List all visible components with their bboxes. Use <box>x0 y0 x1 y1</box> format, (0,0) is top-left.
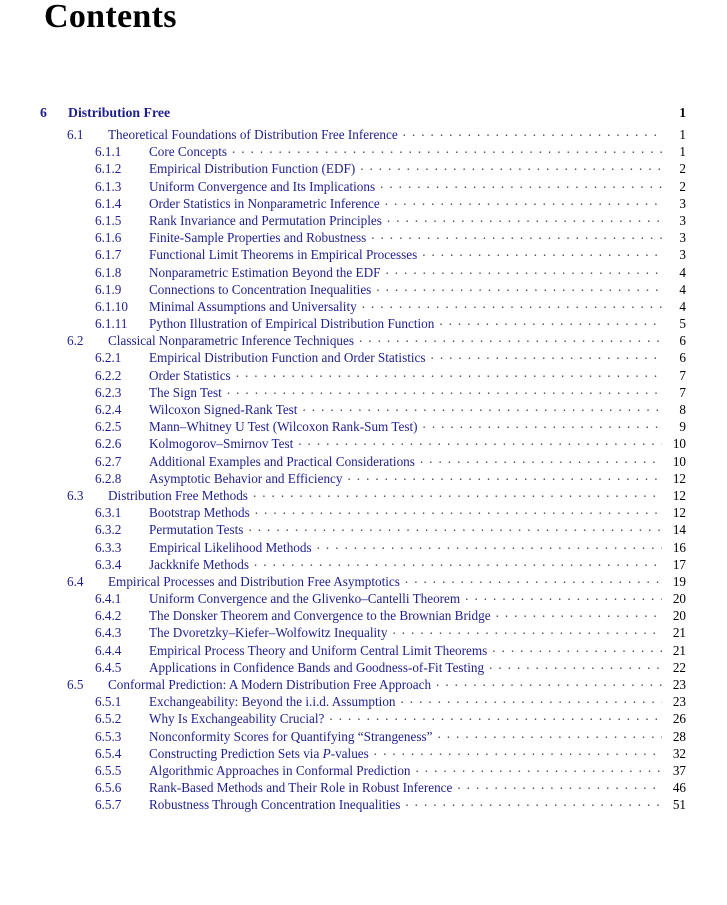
toc-dot-leader <box>374 745 662 758</box>
toc-entry-number: 6.1.9 <box>95 281 122 297</box>
toc-dot-leader <box>422 246 662 259</box>
toc-entry-label: Permutation Tests <box>149 522 244 538</box>
toc-entry-page-number: 20 <box>672 591 686 607</box>
toc-entry-page-number: 2 <box>679 161 686 177</box>
toc-entry-number: 6.2.2 <box>95 367 122 383</box>
toc-entry[interactable] <box>0 349 727 366</box>
toc-entry-number: 6.5.3 <box>95 728 122 744</box>
toc-entry[interactable] <box>0 367 727 384</box>
toc-entry-number: 6.5.4 <box>95 745 122 761</box>
toc-dot-leader <box>405 573 662 586</box>
toc-entry-label: Conformal Prediction: A Modern Distribution Free Approach <box>108 677 432 692</box>
toc-entry[interactable] <box>0 315 727 332</box>
toc-entry-label: Algorithmic Approaches in Conformal Prediction <box>149 762 411 778</box>
toc-entry-number: 6.1.1 <box>95 144 122 160</box>
toc-entry-number: 6.5.6 <box>95 780 122 796</box>
toc-entry-page-number: 32 <box>672 745 686 761</box>
toc-entry-page-number: 2 <box>679 178 686 194</box>
toc-entry-number: 6.2.5 <box>95 419 122 435</box>
toc-entry-label: Empirical Processes and Distribution Free Asymptotics <box>108 573 400 589</box>
toc-entry-label: Wilcoxon Signed-Rank Test <box>149 402 298 417</box>
toc-entry-number: 6.2.8 <box>95 470 122 486</box>
toc-dot-leader <box>232 143 662 156</box>
toc-entry-page-number: 5 <box>679 316 686 332</box>
toc-entry-number: 6.1.7 <box>95 247 122 263</box>
toc-entry-page-number: 14 <box>672 522 686 538</box>
toc-dot-leader <box>362 298 662 311</box>
toc-dot-leader <box>492 642 662 655</box>
toc-entry-number: 6.1.11 <box>95 316 128 332</box>
toc-dot-leader <box>175 104 662 117</box>
toc-entry-page-number: 12 <box>672 470 686 486</box>
toc-entry[interactable] <box>0 521 727 538</box>
toc-entry-page-number: 9 <box>679 419 686 435</box>
toc-entry-label: Why Is Exchangeability Crucial? <box>149 711 325 727</box>
toc-entry-page-number: 10 <box>672 436 686 452</box>
toc-dot-leader <box>359 332 662 345</box>
toc-dot-leader <box>436 676 662 689</box>
toc-entry-label: Nonparametric Estimation Beyond the EDF <box>149 264 381 280</box>
toc-entry-page-number: 8 <box>679 402 686 417</box>
toc-dot-leader <box>416 762 662 775</box>
toc-entry[interactable] <box>0 212 727 229</box>
toc-entry-page-number: 51 <box>672 797 686 813</box>
toc-dot-leader <box>401 693 662 706</box>
toc-entry-page-number: 26 <box>672 711 686 727</box>
toc-entry-number: 6.4.2 <box>95 608 122 624</box>
toc-dot-leader <box>380 178 662 191</box>
toc-entry-page-number: 10 <box>672 453 686 469</box>
toc-entry-page-number: 20 <box>672 608 686 624</box>
toc-entry-number: 6.4.5 <box>95 659 122 675</box>
toc-entry-label: Empirical Distribution Function (EDF) <box>149 161 356 177</box>
toc-entry-page-number: 21 <box>672 642 686 658</box>
toc-dot-leader <box>298 435 662 448</box>
toc-entry[interactable] <box>0 796 727 813</box>
toc-dot-leader <box>348 470 663 483</box>
toc-entry-page-number: 19 <box>672 573 686 589</box>
toc-entry-label: Empirical Distribution Function and Order Statistics <box>149 350 426 366</box>
toc-entry[interactable] <box>0 104 727 126</box>
toc-entry-number: 6.5 <box>67 677 84 692</box>
toc-entry-page-number: 1 <box>679 105 686 120</box>
toc-entry-number: 6.2.3 <box>95 384 122 400</box>
toc-entry-label: Constructing Prediction Sets via P-values <box>149 745 369 761</box>
toc-entry-label: Finite-Sample Properties and Robustness <box>149 230 367 246</box>
toc-entry[interactable] <box>0 659 727 676</box>
toc-dot-leader <box>489 659 662 672</box>
toc-entry[interactable] <box>0 470 727 487</box>
toc-dot-leader <box>371 229 662 242</box>
toc-entry[interactable] <box>0 264 727 281</box>
toc-entry[interactable] <box>0 229 727 246</box>
toc-entry-number: 6.1 <box>67 127 84 142</box>
toc-dot-leader <box>385 264 662 277</box>
toc-entry[interactable] <box>0 504 727 521</box>
toc-entry[interactable] <box>0 487 727 504</box>
toc-entry-label: The Dvoretzky–Kiefer–Wolfowitz Inequality <box>149 625 388 641</box>
toc-entry-label: Classical Nonparametric Inference Techniques <box>108 333 354 349</box>
toc-entry-number: 6.5.2 <box>95 711 122 727</box>
toc-entry-label: The Sign Test <box>149 384 222 400</box>
toc-entry-label: The Donsker Theorem and Convergence to the Brownian Bridge <box>149 608 491 624</box>
toc-entry-number: 6.4.1 <box>95 591 122 607</box>
toc-entry-label: Additional Examples and Practical Considerations <box>149 453 415 469</box>
toc-entry[interactable] <box>0 384 727 401</box>
toc-entry-label: Exchangeability: Beyond the i.i.d. Assumption <box>149 694 396 710</box>
toc-entry-label: Mann–Whitney U Test (Wilcoxon Rank-Sum Test) <box>149 419 418 435</box>
toc-dot-leader <box>387 212 662 225</box>
toc-entry-page-number: 46 <box>672 780 686 796</box>
toc-dot-leader <box>431 349 662 362</box>
toc-dot-leader <box>360 160 662 173</box>
toc-entry-number: 6.1.3 <box>95 178 122 194</box>
toc-entry-page-number: 16 <box>672 539 686 555</box>
toc-entry[interactable] <box>0 401 727 418</box>
toc-entry-number: 6.5.5 <box>95 762 122 778</box>
toc-entry-label: Empirical Process Theory and Uniform Central Limit Theorems <box>149 642 488 658</box>
toc-entry-page-number: 6 <box>679 333 686 349</box>
toc-entry-page-number: 6 <box>679 350 686 366</box>
toc-entry-page-number: 4 <box>679 281 686 297</box>
toc-entry-page-number: 21 <box>672 625 686 641</box>
toc-entry[interactable] <box>0 332 727 349</box>
toc-entry-number: 6.3 <box>67 487 84 503</box>
toc-entry-label: Order Statistics <box>149 367 231 383</box>
toc-entry-number: 6.3.4 <box>95 556 122 572</box>
toc-entry[interactable] <box>0 745 727 762</box>
toc-entry-page-number: 4 <box>679 264 686 280</box>
toc-entry-number: 6.2.4 <box>95 402 122 417</box>
toc-entry-label: Distribution Free <box>68 105 171 120</box>
table-of-contents-list <box>0 104 727 814</box>
toc-dot-leader <box>439 315 662 328</box>
toc-entry[interactable] <box>0 779 727 796</box>
toc-entry-label: Python Illustration of Empirical Distribution Function <box>149 316 435 332</box>
toc-entry-label: Jackknife Methods <box>149 556 249 572</box>
toc-dot-leader <box>465 590 662 603</box>
page-title: Contents <box>44 0 177 35</box>
toc-entry-page-number: 3 <box>679 195 686 211</box>
toc-entry[interactable] <box>0 573 727 590</box>
toc-entry[interactable] <box>0 590 727 607</box>
toc-dot-leader <box>420 453 662 466</box>
toc-entry[interactable] <box>0 298 727 315</box>
toc-entry-page-number: 17 <box>672 556 686 572</box>
toc-entry[interactable] <box>0 418 727 435</box>
toc-dot-leader <box>236 367 662 380</box>
toc-entry[interactable] <box>0 642 727 659</box>
toc-entry-page-number: 12 <box>672 505 686 521</box>
toc-entry[interactable] <box>0 435 727 452</box>
toc-entry-page-number: 1 <box>679 144 686 160</box>
toc-entry-number: 6 <box>40 105 47 120</box>
toc-entry-number: 6.1.2 <box>95 161 122 177</box>
toc-entry[interactable] <box>0 281 727 298</box>
toc-entry-page-number: 3 <box>679 247 686 263</box>
toc-dot-leader <box>248 521 662 534</box>
toc-entry-page-number: 12 <box>672 487 686 503</box>
toc-entry[interactable] <box>0 624 727 641</box>
toc-entry-label: Connections to Concentration Inequalities <box>149 281 372 297</box>
toc-entry-label: Minimal Assumptions and Universality <box>149 298 357 314</box>
toc-dot-leader <box>302 401 662 414</box>
toc-entry-number: 6.4.4 <box>95 642 122 658</box>
toc-entry[interactable] <box>0 143 727 160</box>
toc-entry-label: Robustness Through Concentration Inequalities <box>149 797 401 813</box>
toc-dot-leader <box>405 796 662 809</box>
toc-entry[interactable] <box>0 246 727 263</box>
toc-entry[interactable] <box>0 728 727 745</box>
toc-entry-page-number: 1 <box>679 127 686 142</box>
toc-entry-page-number: 3 <box>679 212 686 228</box>
toc-entry[interactable] <box>0 693 727 710</box>
toc-dot-leader <box>457 779 662 792</box>
toc-dot-leader <box>253 487 662 500</box>
toc-entry-page-number: 22 <box>672 659 686 675</box>
toc-entry-label: Empirical Likelihood Methods <box>149 539 312 555</box>
toc-entry-number: 6.1.4 <box>95 195 122 211</box>
toc-entry-number: 6.1.5 <box>95 212 122 228</box>
toc-entry-number: 6.4.3 <box>95 625 122 641</box>
toc-entry-number: 6.2 <box>67 333 84 349</box>
toc-entry-page-number: 37 <box>672 762 686 778</box>
toc-dot-leader <box>392 624 662 637</box>
toc-entry-page-number: 3 <box>679 230 686 246</box>
toc-entry-number: 6.3.2 <box>95 522 122 538</box>
toc-entry-label: Distribution Free Methods <box>108 487 248 503</box>
toc-entry-page-number: 7 <box>679 367 686 383</box>
toc-entry-label: Core Concepts <box>149 144 228 160</box>
toc-entry[interactable] <box>0 556 727 573</box>
toc-entry-page-number: 23 <box>672 694 686 710</box>
toc-entry[interactable] <box>0 453 727 470</box>
toc-entry-label: Asymptotic Behavior and Efficiency <box>149 470 343 486</box>
toc-entry-number: 6.3.1 <box>95 505 122 521</box>
toc-dot-leader <box>385 195 662 208</box>
toc-entry[interactable] <box>0 126 727 143</box>
toc-entry-label: Nonconformity Scores for Quantifying “Strangeness” <box>149 728 433 744</box>
toc-entry-label: Uniform Convergence and Its Implications <box>149 178 376 194</box>
toc-entry-label: Kolmogorov–Smirnov Test <box>149 436 294 452</box>
toc-dot-leader <box>437 728 662 741</box>
toc-entry-label: Rank Invariance and Permutation Principles <box>149 212 382 228</box>
toc-entry-number: 6.3.3 <box>95 539 122 555</box>
toc-entry-label: Theoretical Foundations of Distribution Free Inference <box>108 127 398 142</box>
toc-entry-label: Order Statistics in Nonparametric Inference <box>149 195 380 211</box>
toc-dot-leader <box>317 539 662 552</box>
toc-dot-leader <box>423 418 662 431</box>
toc-entry-number: 6.1.8 <box>95 264 122 280</box>
toc-entry-number: 6.2.6 <box>95 436 122 452</box>
toc-entry[interactable] <box>0 178 727 195</box>
toc-entry-number: 6.2.1 <box>95 350 122 366</box>
toc-entry-label: Bootstrap Methods <box>149 505 250 521</box>
toc-entry-label: Rank-Based Methods and Their Role in Robust Inference <box>149 780 453 796</box>
toc-entry[interactable] <box>0 607 727 624</box>
toc-dot-leader <box>403 126 662 139</box>
toc-entry-number: 6.2.7 <box>95 453 122 469</box>
toc-dot-leader <box>329 710 662 723</box>
toc-dot-leader <box>496 607 662 620</box>
toc-dot-leader <box>376 281 662 294</box>
toc-entry[interactable] <box>0 195 727 212</box>
toc-entry-page-number: 7 <box>679 384 686 400</box>
toc-entry-label: Applications in Confidence Bands and Goodness-of-Fit Testing <box>149 659 485 675</box>
toc-entry-number: 6.1.6 <box>95 230 122 246</box>
toc-entry-page-number: 28 <box>672 728 686 744</box>
toc-entry-number: 6.5.7 <box>95 797 122 813</box>
toc-entry-number: 6.1.10 <box>95 298 128 314</box>
toc-entry[interactable] <box>0 539 727 556</box>
toc-entry-label: Functional Limit Theorems in Empirical Processes <box>149 247 418 263</box>
toc-entry-number: 6.5.1 <box>95 694 122 710</box>
toc-entry[interactable] <box>0 676 727 693</box>
toc-entry-number: 6.4 <box>67 573 84 589</box>
toc-entry-page-number: 23 <box>672 677 686 692</box>
toc-dot-leader <box>254 556 662 569</box>
toc-entry-label: Uniform Convergence and the Glivenko–Cantelli Theorem <box>149 591 461 607</box>
toc-entry[interactable] <box>0 160 727 177</box>
toc-dot-leader <box>255 504 662 517</box>
toc-entry[interactable] <box>0 762 727 779</box>
toc-dot-leader <box>227 384 662 397</box>
toc-entry-page-number: 4 <box>679 298 686 314</box>
toc-entry[interactable] <box>0 710 727 727</box>
